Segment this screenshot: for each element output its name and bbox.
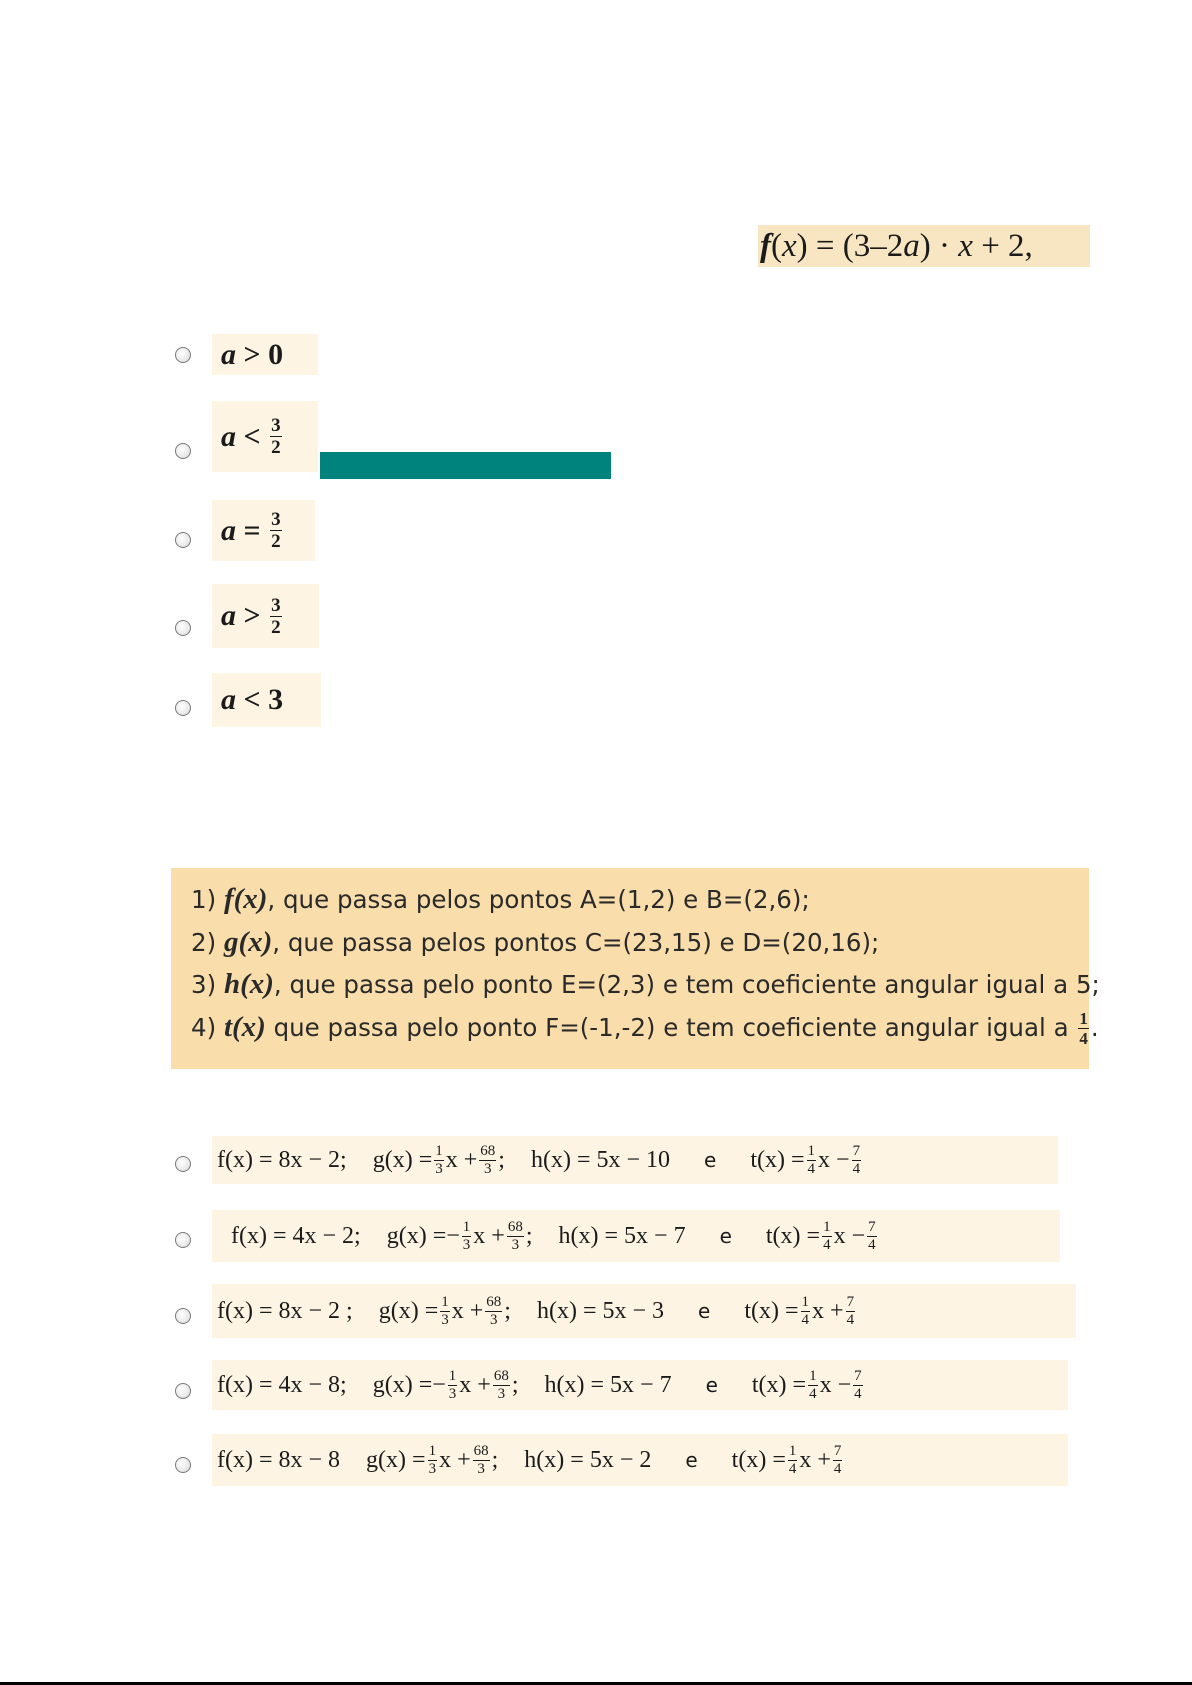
q2o3-t-pre: t(x) =	[744, 1297, 799, 1324]
q1-option-4-radio[interactable]	[175, 620, 191, 636]
formula-x: x	[958, 228, 973, 264]
q2o5-t-den: 4	[788, 1460, 797, 1477]
q2o1-g-num: 1	[435, 1142, 443, 1159]
q1-opt3-var: a	[221, 513, 236, 547]
q2o1-g-end: ;	[498, 1146, 505, 1173]
q1-opt4-op: >	[243, 599, 261, 632]
q2o4-g-end: ;	[511, 1371, 519, 1398]
line2-text: , que passa pelos pontos C=(23,15) e D=(20,16);	[272, 927, 880, 957]
q2o4-g-den: 3	[448, 1385, 457, 1402]
q1-opt4-num: 3	[271, 594, 281, 616]
q2o5-e: e	[685, 1448, 698, 1472]
q1-opt2-num: 3	[271, 415, 281, 436]
formula-close: )	[919, 228, 931, 264]
line4-text: que passa pelo ponto F=(-1,-2) e tem coeficiente angular igual a	[265, 1012, 1077, 1042]
statement-line-3	[191, 963, 1100, 1006]
line3-text: , que passa pelo ponto E=(2,3) e tem coeficiente angular igual a 5;	[273, 970, 1100, 999]
line1-prefix: 1)	[191, 885, 224, 914]
formula-var: x	[782, 228, 797, 264]
q2o1-t-num: 1	[807, 1142, 816, 1159]
q2o4-g-mid: x +	[459, 1371, 491, 1398]
statement-line-1	[191, 878, 1089, 921]
q2o5-g-num: 1	[428, 1442, 437, 1459]
q2o4-t-pre: t(x) =	[751, 1371, 807, 1398]
q1-option-5-radio[interactable]	[175, 700, 191, 716]
q2o4-t-mid: x −	[819, 1371, 852, 1398]
q2o2-g-num: 1	[462, 1218, 471, 1235]
q1-opt2-var: a	[221, 419, 236, 453]
q2o2-t-num: 1	[823, 1218, 831, 1235]
q2o4-g-num: 1	[448, 1367, 457, 1384]
q2o4-e: e	[705, 1373, 718, 1397]
q1-opt5-value: 3	[268, 683, 284, 716]
q2o1-f: f(x) = 8x − 2;	[217, 1146, 347, 1173]
q1-opt1-op: >	[243, 337, 261, 371]
q2o1-t-den2: 4	[852, 1160, 861, 1177]
q2o2-g-sign: −	[446, 1222, 460, 1249]
q2o2-g-mid: x +	[473, 1222, 505, 1249]
q2o4-t-num: 1	[809, 1367, 817, 1384]
q2o3-g-den: 3	[441, 1311, 449, 1328]
q2o5-t-num: 1	[788, 1442, 797, 1459]
q1-opt5-op: <	[243, 683, 261, 716]
q2o2-g-den: 3	[462, 1236, 471, 1253]
q2o3-g-num: 1	[441, 1293, 449, 1310]
q2-option-3[interactable]	[212, 1284, 1076, 1338]
formula-param: a	[903, 228, 920, 264]
q2-option-2[interactable]	[212, 1210, 1060, 1262]
function-formula: f(x) = (3–2a) · x + 2,	[758, 225, 1090, 267]
q1-opt1-var: a	[221, 337, 236, 371]
q1-option-5[interactable]	[212, 673, 321, 727]
q2o3-f: f(x) = 8x − 2 ;	[217, 1297, 353, 1324]
q2o2-g-pre: g(x) =	[386, 1222, 447, 1249]
q2o4-t-num2: 7	[854, 1367, 862, 1384]
q2o4-g-pre: g(x) =	[372, 1371, 433, 1398]
line4-num: 1	[1079, 1009, 1088, 1028]
q2o5-g-den: 3	[428, 1460, 437, 1477]
q2o2-t-den2: 4	[868, 1236, 876, 1253]
q1-opt3-den: 2	[271, 531, 281, 552]
formula-coef: 2	[886, 228, 904, 264]
q2o5-g-den2: 3	[477, 1460, 485, 1477]
q1-opt3-op: =	[243, 513, 261, 547]
q2o1-g-num2: 68	[480, 1142, 496, 1159]
q2o3-e: e	[698, 1299, 711, 1323]
q2o4-g-num2: 68	[493, 1367, 509, 1384]
q2o5-t-pre: t(x) =	[731, 1446, 786, 1473]
q2o3-g-den2: 3	[490, 1311, 498, 1328]
q2o1-g-den2: 3	[484, 1160, 492, 1177]
q2o3-h: h(x) = 5x − 3	[536, 1297, 665, 1324]
q2o3-t-num: 1	[801, 1293, 810, 1310]
q2o5-g-end: ;	[491, 1446, 499, 1473]
q2o3-t-num2: 7	[846, 1293, 855, 1310]
q2o5-g-num2: 68	[473, 1442, 489, 1459]
line1-fn: f(x)	[223, 883, 268, 915]
q2o3-t-mid: x +	[812, 1297, 844, 1324]
q2o4-g-den2: 3	[497, 1385, 506, 1402]
q2-option-3-radio[interactable]	[175, 1308, 191, 1324]
line3-fn: h(x)	[223, 968, 274, 1000]
q2o1-h: h(x) = 5x − 10	[530, 1146, 671, 1173]
q2o2-h: h(x) = 5x − 7	[558, 1222, 686, 1249]
q2o4-g-sign: −	[432, 1371, 446, 1398]
q2o2-f: f(x) = 4x − 2;	[231, 1222, 361, 1249]
q2o5-f: f(x) = 8x − 8	[217, 1446, 341, 1473]
line2-fn: g(x)	[223, 925, 273, 958]
q1-option-4[interactable]	[212, 584, 319, 648]
q2o1-t-pre: t(x) =	[750, 1146, 805, 1173]
line4-fn: t(x)	[223, 1010, 266, 1043]
q1-option-3-radio[interactable]	[175, 532, 191, 548]
q2o2-t-mid: x −	[833, 1222, 866, 1249]
q1-opt5-var: a	[221, 683, 236, 716]
q2-option-2-radio[interactable]	[175, 1232, 191, 1248]
q2o3-t-den2: 4	[846, 1311, 855, 1328]
teal-highlight-bar	[320, 452, 611, 479]
q2o1-e: e	[704, 1148, 717, 1172]
q2o2-e: e	[719, 1224, 732, 1248]
line2-prefix: 2)	[191, 927, 224, 957]
q2o2-g-end: ;	[525, 1222, 533, 1249]
q1-opt3-num: 3	[271, 509, 281, 530]
formula-open: (3	[842, 228, 871, 264]
q2o3-t-den: 4	[801, 1311, 810, 1328]
q1-option-1[interactable]	[212, 334, 318, 375]
statement-line-4	[191, 1006, 1099, 1049]
question2-statement	[171, 868, 1100, 1069]
q1-opt4-fraction	[270, 596, 282, 637]
line3-prefix: 3)	[191, 970, 224, 999]
q2o5-t-num2: 7	[833, 1442, 842, 1459]
q1-opt4-var: a	[221, 599, 236, 632]
q2o1-g-mid: x +	[445, 1146, 478, 1173]
q1-opt2-op: <	[243, 419, 261, 453]
q1-option-2-radio[interactable]	[175, 443, 191, 459]
q2o4-t-den: 4	[809, 1385, 817, 1402]
line4-end: .	[1090, 1012, 1099, 1042]
q2o2-t-num2: 7	[868, 1218, 876, 1235]
q2o1-g-pre: g(x) =	[372, 1146, 433, 1173]
formula-dash: –	[870, 228, 887, 264]
q2o5-h: h(x) = 5x − 2	[524, 1446, 652, 1473]
q2o1-t-mid: x −	[818, 1146, 850, 1173]
q2o3-g-pre: g(x) =	[378, 1297, 439, 1324]
q1-option-2[interactable]	[212, 401, 318, 472]
q2-option-1-radio[interactable]	[175, 1156, 191, 1172]
formula-fn: f	[760, 228, 771, 264]
line4-fraction	[1078, 1010, 1089, 1047]
q2o5-g-pre: g(x) =	[366, 1446, 426, 1473]
q2o4-t-den2: 4	[854, 1385, 862, 1402]
q2o4-f: f(x) = 4x − 8;	[217, 1371, 347, 1398]
statement-line-2	[191, 921, 1089, 964]
q2-option-5[interactable]	[212, 1434, 1068, 1486]
q2o2-t-pre: t(x) =	[765, 1222, 821, 1249]
q1-opt2-fraction	[270, 416, 282, 457]
q2o1-t-num2: 7	[852, 1142, 861, 1159]
formula-tail: + 2,	[981, 228, 1033, 264]
q2o5-t-den2: 4	[833, 1460, 842, 1477]
q2o2-g-num2: 68	[507, 1218, 523, 1235]
line4-prefix: 4)	[191, 1012, 224, 1042]
q2o4-h: h(x) = 5x − 7	[544, 1371, 672, 1398]
q2-option-1[interactable]	[212, 1136, 1058, 1184]
line4-den: 4	[1079, 1029, 1088, 1048]
q1-option-1-radio[interactable]	[175, 347, 191, 363]
q2o2-g-den2: 3	[511, 1236, 520, 1253]
q1-opt4-den: 2	[271, 616, 281, 638]
q1-opt1-value: 0	[268, 337, 284, 371]
q2-option-4-radio[interactable]	[175, 1383, 191, 1399]
q2o1-t-den: 4	[807, 1160, 816, 1177]
q2o3-g-mid: x +	[451, 1297, 484, 1324]
q2o2-t-den: 4	[823, 1236, 831, 1253]
q2-option-4[interactable]	[212, 1360, 1068, 1410]
q2o1-g-den: 3	[435, 1160, 443, 1177]
q1-opt2-den: 2	[271, 437, 281, 458]
formula-dot: ·	[939, 228, 951, 264]
q2o5-t-mid: x +	[799, 1446, 831, 1473]
q2o3-g-end: ;	[504, 1297, 511, 1324]
q1-opt3-fraction	[270, 510, 282, 551]
q2-option-5-radio[interactable]	[175, 1457, 191, 1473]
q1-option-3[interactable]	[212, 500, 315, 561]
q2o5-g-mid: x +	[439, 1446, 471, 1473]
formula-eq: =	[815, 228, 835, 264]
line1-text: , que passa pelos pontos A=(1,2) e B=(2,6);	[267, 885, 810, 914]
q2o3-g-num2: 68	[486, 1293, 502, 1310]
